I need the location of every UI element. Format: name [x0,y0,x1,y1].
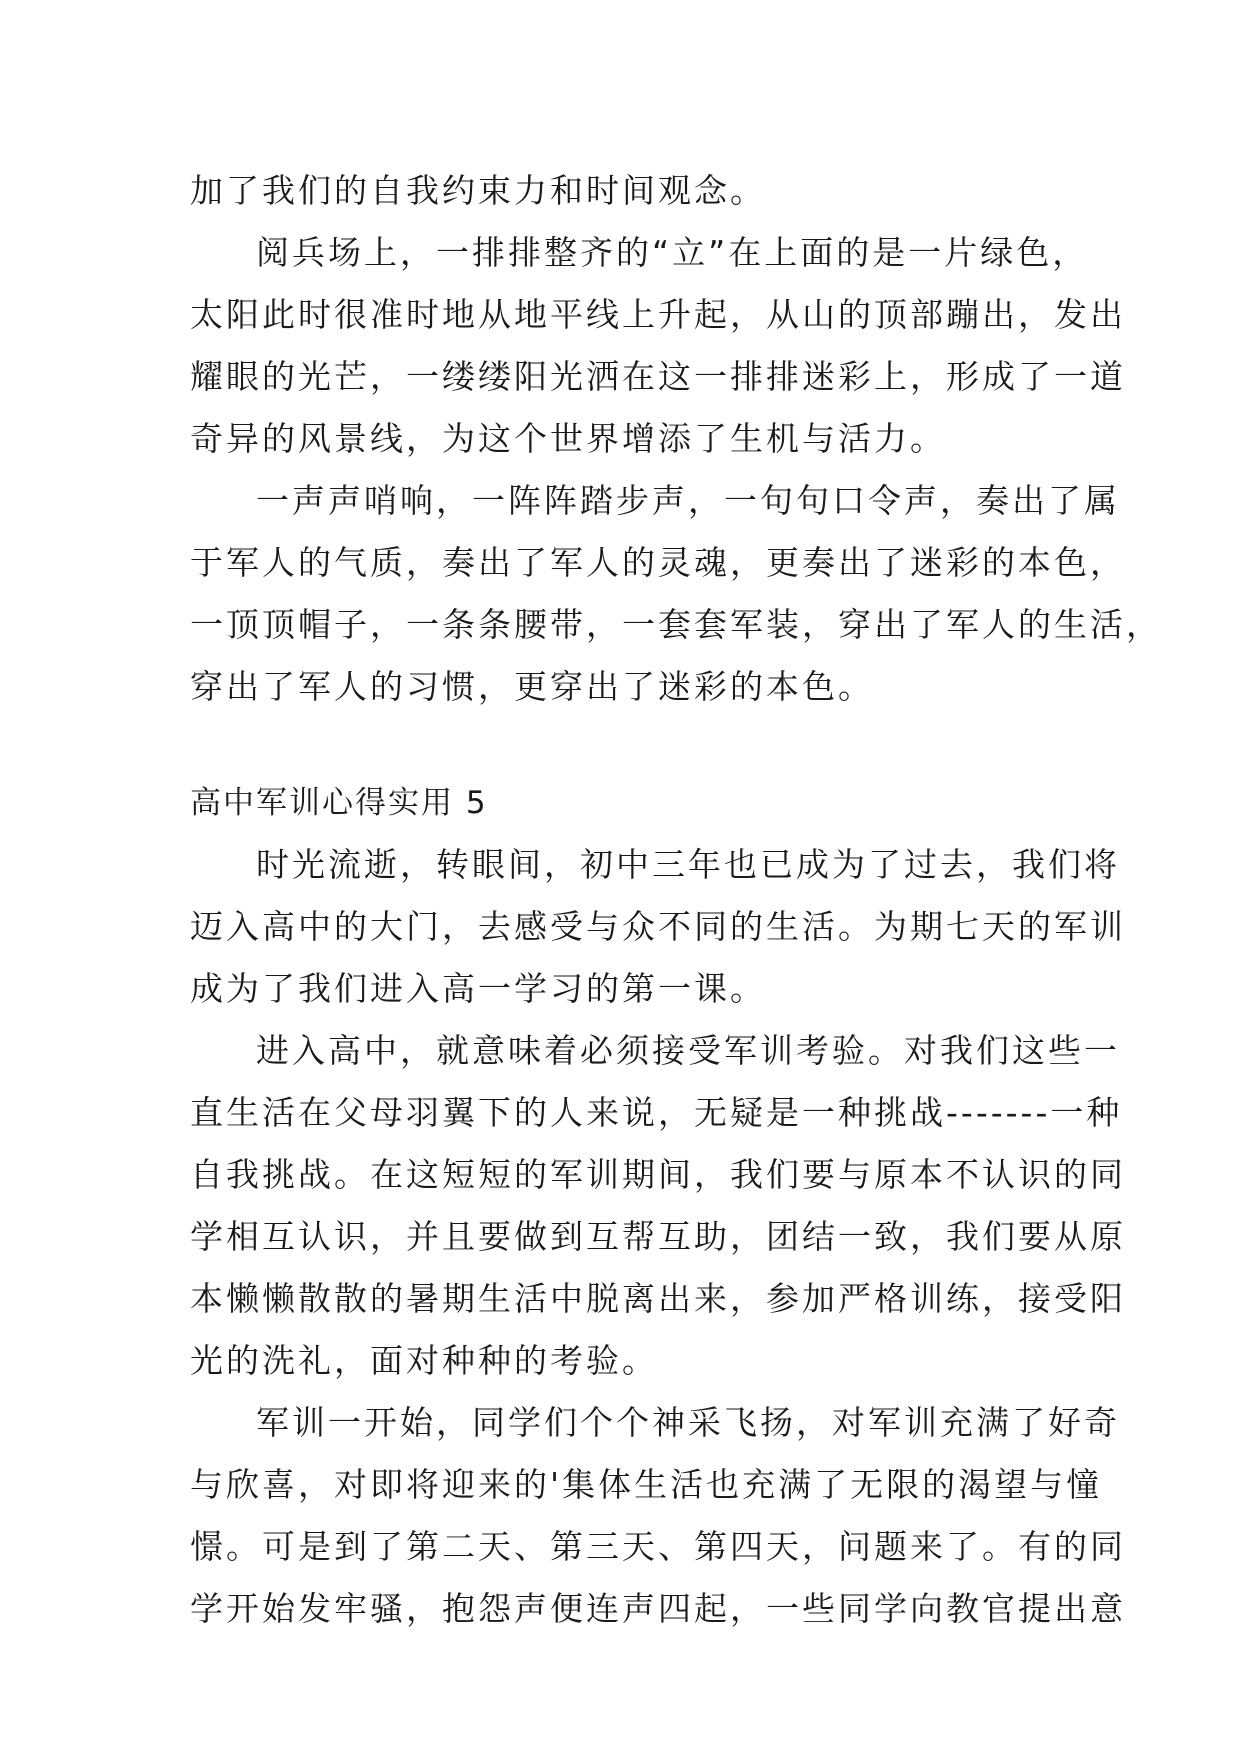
paragraph-line: 一声声哨响，一阵阵踏步声，一句句口令声，奏出了属 [256,481,1120,520]
section-gap [190,718,1060,772]
paragraph-line: 太阳此时很准时地从地平线上升起，从山的顶部蹦出，发出 [190,295,1126,334]
paragraph-line: 穿出了军人的习惯，更穿出了迷彩的本色。 [190,667,874,706]
paragraph-line: 光的洗礼，面对种种的考验。 [190,1341,658,1380]
paragraph-line: 直生活在父母羽翼下的人来说，无疑是一种挑战-------一种 [190,1093,1123,1132]
section-heading: 高中军训心得实用 5 [190,785,488,821]
paragraph-line: 进入高中，就意味着必须接受军训考验。对我们这些一 [256,1031,1120,1070]
paragraph-line: 奇异的风景线，为这个世界增添了生机与活力。 [190,419,946,458]
paragraph-line: 自我挑战。在这短短的军训期间，我们要与原本不认识的同 [190,1155,1126,1194]
paragraph-line: 时光流逝，转眼间，初中三年也已成为了过去，我们将 [256,845,1120,884]
paragraph-line: 一顶顶帽子，一条条腰带，一套套军装，穿出了军人的生活， [190,605,1162,644]
paragraph-line: 本懒懒散散的暑期生活中脱离出来，参加严格训练，接受阳 [190,1279,1126,1318]
paragraph-line: 于军人的气质，奏出了军人的灵魂，更奏出了迷彩的本色， [190,543,1126,582]
paragraph-line: 加了我们的自我约束力和时间观念。 [190,171,766,210]
paragraph-line: 学相互认识，并且要做到互帮互助，团结一致，我们要从原 [190,1217,1126,1256]
paragraph-line: 军训一开始，同学们个个神采飞扬，对军训充满了好奇 [256,1403,1120,1442]
paragraph-line: 学开始发牢骚，抱怨声便连声四起，一些同学向教官提出意 [190,1589,1126,1628]
paragraph-line: 阅兵场上，一排排整齐的“立”在上面的是一片绿色， [256,233,1089,272]
document-body [190,160,1162,1640]
paragraph-line: 憬。可是到了第二天、第三天、第四天，问题来了。有的同 [190,1527,1126,1566]
paragraph-line: 迈入高中的大门，去感受与众不同的生活。为期七天的军训 [190,907,1126,946]
paragraph-line: 成为了我们进入高一学习的第一课。 [190,969,766,1008]
paragraph-line: 与欣喜，对即将迎来的'集体生活也充满了无限的渴望与憧 [190,1465,1103,1504]
paragraph-line: 耀眼的光芒，一缕缕阳光洒在这一排排迷彩上，形成了一道 [190,357,1126,396]
